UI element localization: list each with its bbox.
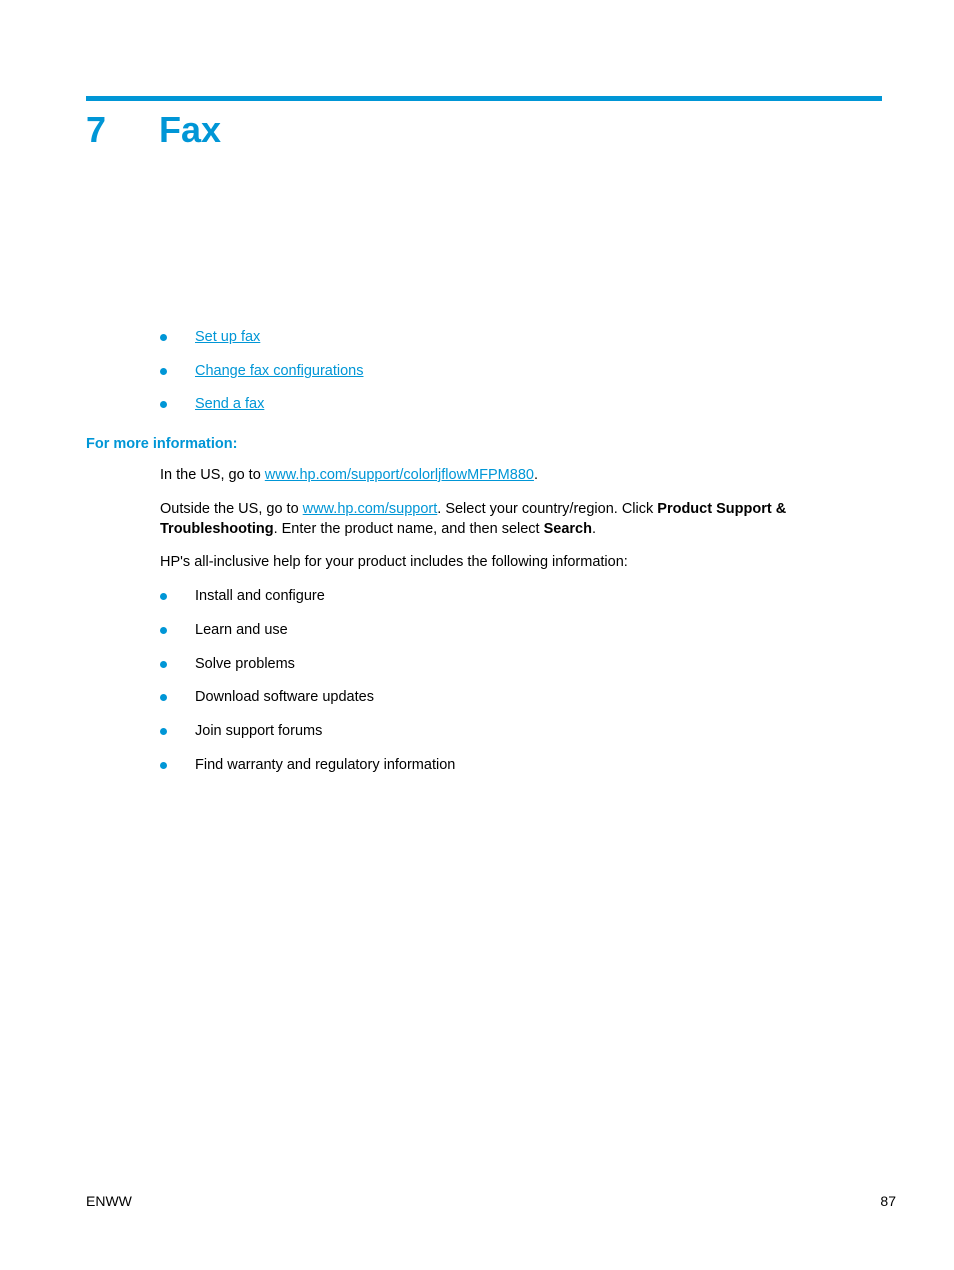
list-item xyxy=(160,654,455,688)
list-item-label: Download software updates xyxy=(195,689,374,706)
list-item xyxy=(160,721,455,755)
us-suffix: . xyxy=(533,467,538,483)
us-prefix: In the US, go to xyxy=(160,467,265,483)
list-item-label: Solve problems xyxy=(195,655,295,672)
bullet-icon xyxy=(160,334,167,341)
help-intro: HP's all-inclusive help for your product includes the following information: xyxy=(160,554,628,570)
toc-item-send-a-fax xyxy=(160,394,363,428)
chapter-title: Fax xyxy=(159,109,222,150)
product-support-label: Product Support & Troubleshooting xyxy=(160,501,787,537)
more-info-heading: For more information: xyxy=(86,436,238,452)
chapter-toc xyxy=(160,327,363,428)
chapter-number: 7 xyxy=(86,109,107,150)
page-number: 87 xyxy=(880,1193,896,1209)
toc-item-change-fax-configurations xyxy=(160,361,363,395)
list-item xyxy=(160,620,455,654)
bullet-icon xyxy=(160,401,167,408)
intl-suffix: . xyxy=(591,520,597,537)
intl-prefix: Outside the US, go to xyxy=(160,501,303,517)
intl-support-link[interactable]: www.hp.com/support xyxy=(302,501,438,517)
list-item-label: Find warranty and regulatory information xyxy=(195,756,456,773)
intl-support-paragraph xyxy=(160,500,840,539)
list-item-label: Install and configure xyxy=(195,588,325,604)
list-item-label: Learn and use xyxy=(195,621,288,638)
toc-item-set-up-fax xyxy=(160,327,363,361)
us-support-paragraph xyxy=(160,466,840,486)
bullet-icon xyxy=(160,593,167,600)
list-item xyxy=(160,586,455,620)
chapter-rule xyxy=(86,96,882,101)
bullet-icon xyxy=(160,762,167,769)
us-support-link[interactable]: www.hp.com/support/colorljflowMFPM880 xyxy=(264,467,534,483)
bullet-icon xyxy=(160,661,167,668)
toc-link-change-fax-configurations[interactable]: Change fax configurations xyxy=(195,362,364,379)
list-item xyxy=(160,755,455,789)
bullet-icon xyxy=(160,694,167,701)
intl-mid: . Select your country/region. Click xyxy=(437,501,658,517)
bullet-icon xyxy=(160,627,167,634)
search-label: Search xyxy=(543,520,592,537)
bullet-icon xyxy=(160,728,167,735)
footer-label: ENWW xyxy=(86,1193,132,1209)
intl-mid2: . Enter the product name, and then select xyxy=(273,520,544,537)
toc-link-send-a-fax[interactable]: Send a fax xyxy=(195,396,265,412)
help-list xyxy=(160,586,455,789)
list-item xyxy=(160,687,455,721)
bullet-icon xyxy=(160,368,167,375)
list-item-label: Join support forums xyxy=(195,723,323,740)
toc-link-set-up-fax[interactable]: Set up fax xyxy=(195,329,261,345)
